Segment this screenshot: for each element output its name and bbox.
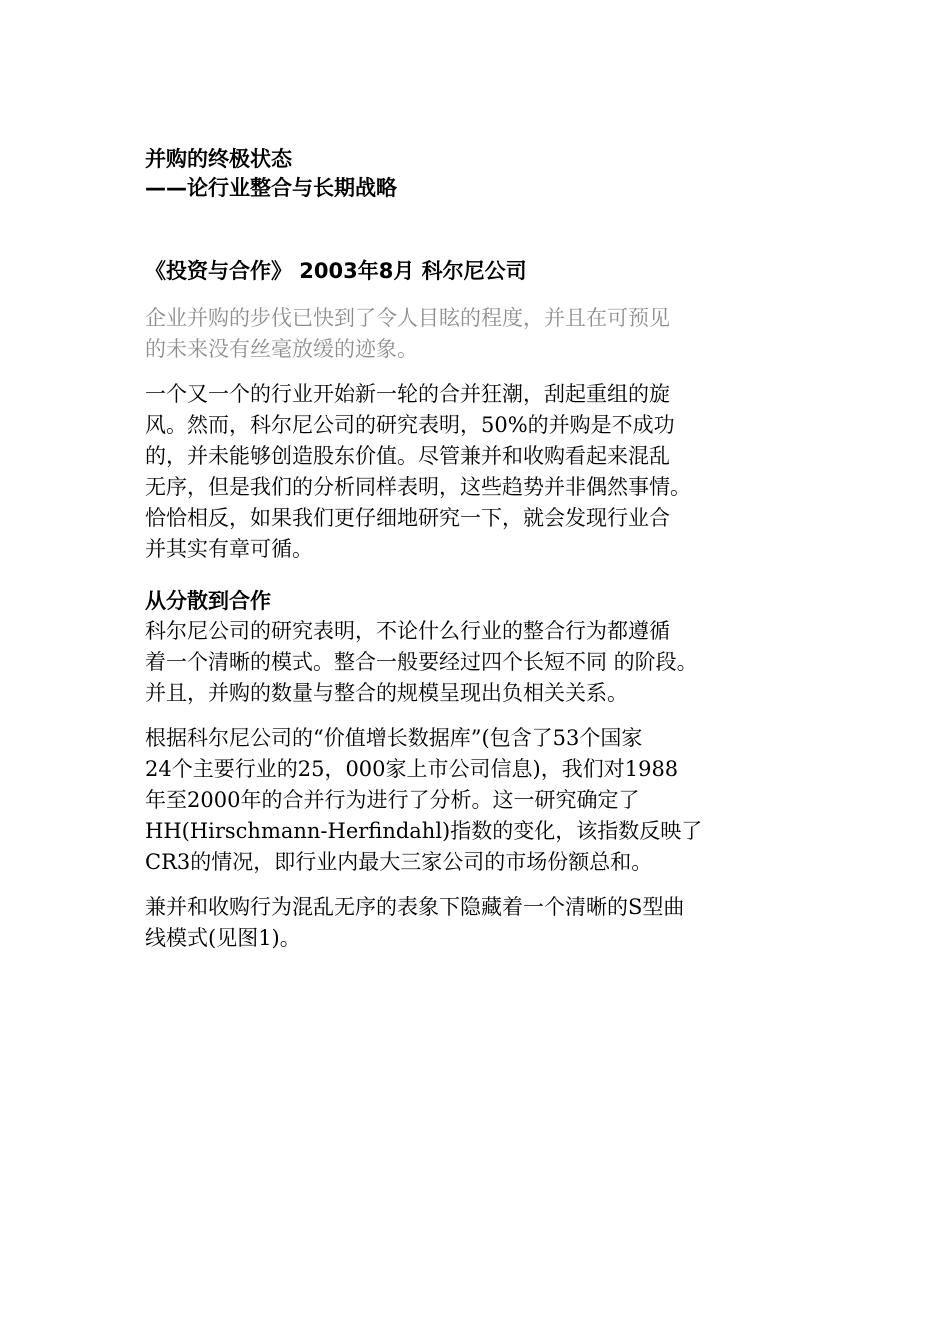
body-paragraph-3: 根据科尔尼公司的“价值增长数据库”(包含了53个国家 24个主要行业的25，000家上市公司信息)，我们对1988 年至2000年的合并行为进行了分析。这一研究确定了 HH(Hirschmann-Herfindahl)指数的变化，该指数反映了 CR3的情况，即行业内最大三家公司的市场份额总和。 (145, 726, 703, 874)
body-paragraph-2: 科尔尼公司的研究表明，不论什么行业的整合行为都遵循 着一个清晰的模式。整合一般要经过四个长短不同 的阶段。 并且，并购的数量与整合的规模呈现出负相关关系。 (145, 619, 698, 705)
title-line-2: ——论行业整合与长期战略 (145, 176, 397, 200)
document-title (145, 145, 815, 203)
lead-paragraph: 企业并购的步伐已快到了令人目眩的程度，并且在可预见 的未来没有丝毫放缓的迹象。 (145, 306, 670, 361)
body-paragraph-1: 一个又一个的行业开始新一轮的合并狂潮，刮起重组的旋 风。然而，科尔尼公司的研究表明，50%的并购是不成功 的，并未能够创造股东价值。尽管兼并和收购看起来混乱 无序，但是我们的分析同样表明，这些趋势并非偶然事情。 恰恰相反，如果我们更仔细地研究一下，就会发现行业合 并其实有章可循。 (145, 382, 691, 561)
document-page (145, 145, 815, 954)
title-line-1: 并购的终极状态 (145, 147, 292, 171)
section-heading: 从分散到合作 (145, 589, 271, 613)
source-line: 《投资与合作》 2003年8月 科尔尼公司 (145, 259, 527, 283)
body-paragraph-4: 兼并和收购行为混乱无序的表象下隐藏着一个清晰的S型曲 线模式(见图1)。 (145, 895, 685, 950)
